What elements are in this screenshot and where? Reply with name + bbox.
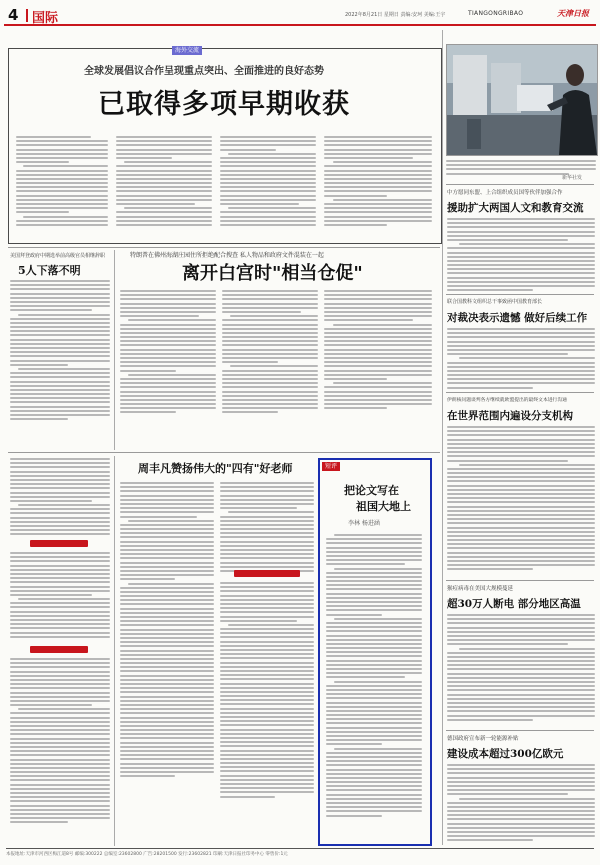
center-kicker: 特朗普在佛州海湖庄园住所拒绝配合搜查 私人物品和政府文件混装在一起 bbox=[130, 252, 324, 259]
photo-caption-credit: 新华社发 bbox=[562, 175, 583, 181]
lower-left-body-2 bbox=[10, 552, 110, 640]
footer-text: 本报地址:天津市河西区梅江道8号 邮编:300222 总编室:23602800 广告:28201500 发行:23602821 印刷:天津日报社印务中心 零售价:1元 bbox=[6, 852, 288, 857]
middle-band-rule bbox=[8, 247, 440, 248]
lead-article-kicker: 全球发展倡议合作呈现重点突出、全面推进的良好态势 bbox=[84, 66, 324, 77]
right-3-kicker: 伊朗核问题谈判各方继续就欧盟提出的最终文本进行沟通 bbox=[447, 398, 567, 403]
left-brief-headline: 5人下落不明 bbox=[18, 264, 81, 277]
lead-article-headline: 已取得多项早期收获 bbox=[98, 89, 350, 120]
center-headline: 离开白宫时"相当仓促" bbox=[182, 263, 363, 284]
page-number-divider bbox=[26, 9, 28, 22]
lower-left-subhead-1 bbox=[30, 540, 88, 547]
right-3-rule bbox=[446, 392, 594, 393]
bottom-center-subhead-1 bbox=[234, 570, 300, 577]
column-box-body bbox=[326, 534, 422, 819]
bottom-center-col-1 bbox=[120, 482, 214, 779]
right-1-rule bbox=[446, 184, 594, 185]
left-brief-kicker: 美国拜登政府中期选举前高级官员相继辞职 bbox=[10, 253, 106, 259]
bottom-center-headline: 周丰凡赞扬伟大的"四有"好老师 bbox=[138, 462, 293, 475]
news-photo bbox=[446, 44, 598, 156]
column-box-headline-1: 把论文写在 bbox=[344, 484, 399, 497]
lower-left-body-1 bbox=[10, 458, 110, 538]
column-box-headline-2: 祖国大地上 bbox=[356, 500, 411, 513]
bottom-center-col-2b bbox=[220, 582, 314, 800]
masthead-rule bbox=[4, 24, 596, 26]
lower-left-divider bbox=[114, 456, 115, 846]
right-5-rule bbox=[446, 730, 594, 731]
right-2-kicker: 联合国教科文组织总干事致函中国教育部长 bbox=[447, 299, 543, 305]
left-brief-body bbox=[10, 280, 110, 422]
right-5-body bbox=[447, 764, 595, 844]
column-box-author: 李林 杨进涵 bbox=[348, 520, 380, 527]
right-column-divider bbox=[442, 30, 443, 845]
lower-band-rule bbox=[8, 452, 440, 453]
right-4-headline: 超30万人断电 部分地区高温 bbox=[447, 598, 581, 610]
lower-left-body-3 bbox=[10, 658, 110, 826]
lead-article-tag: 海外交流 bbox=[172, 46, 202, 55]
paper-name-latin: TIANGONGRIBAO bbox=[468, 10, 524, 17]
right-5-kicker: 德国政府宣布新一轮能源补贴 bbox=[447, 736, 519, 742]
column-box-tag: 短评 bbox=[322, 462, 340, 471]
page-number: 4 bbox=[8, 6, 19, 24]
right-3-headline: 在世界范围内遍设分支机构 bbox=[447, 410, 573, 422]
lead-article-col-4 bbox=[324, 136, 432, 228]
lead-article-col-1 bbox=[16, 136, 108, 228]
left-brief-divider bbox=[114, 250, 115, 450]
lead-article-col-2 bbox=[116, 136, 212, 228]
center-col-2 bbox=[222, 290, 318, 416]
right-4-rule bbox=[446, 580, 594, 581]
right-4-body bbox=[447, 614, 595, 723]
right-1-headline: 援助扩大两国人文和教育交流 bbox=[447, 202, 584, 214]
right-1-body bbox=[447, 218, 595, 293]
news-photo-image bbox=[447, 45, 597, 155]
issue-meta: 2022年8月21日 星期日 责编:安珂 美编:王宇 bbox=[345, 12, 446, 18]
footer-rule bbox=[6, 848, 594, 849]
lower-left-subhead-2 bbox=[30, 646, 88, 653]
paper-name: 天津日报 bbox=[557, 8, 589, 18]
section-title: 国际 bbox=[32, 11, 59, 26]
lead-article-col-3 bbox=[220, 136, 316, 228]
right-2-headline: 对裁决表示遗憾 做好后续工作 bbox=[447, 312, 588, 324]
center-col-1 bbox=[120, 290, 216, 416]
right-2-rule bbox=[446, 294, 594, 295]
right-1-kicker: 中方愿同东盟、上合组织成员国等伙伴加强合作 bbox=[447, 190, 563, 196]
right-2-body bbox=[447, 328, 595, 391]
center-col-3 bbox=[324, 290, 432, 411]
right-4-kicker: 猴痘病毒在美国大规模蔓延 bbox=[447, 586, 514, 592]
right-5-headline: 建设成本超过300亿欧元 bbox=[447, 748, 564, 760]
bottom-center-col-2 bbox=[220, 482, 314, 574]
right-3-body bbox=[447, 426, 595, 573]
